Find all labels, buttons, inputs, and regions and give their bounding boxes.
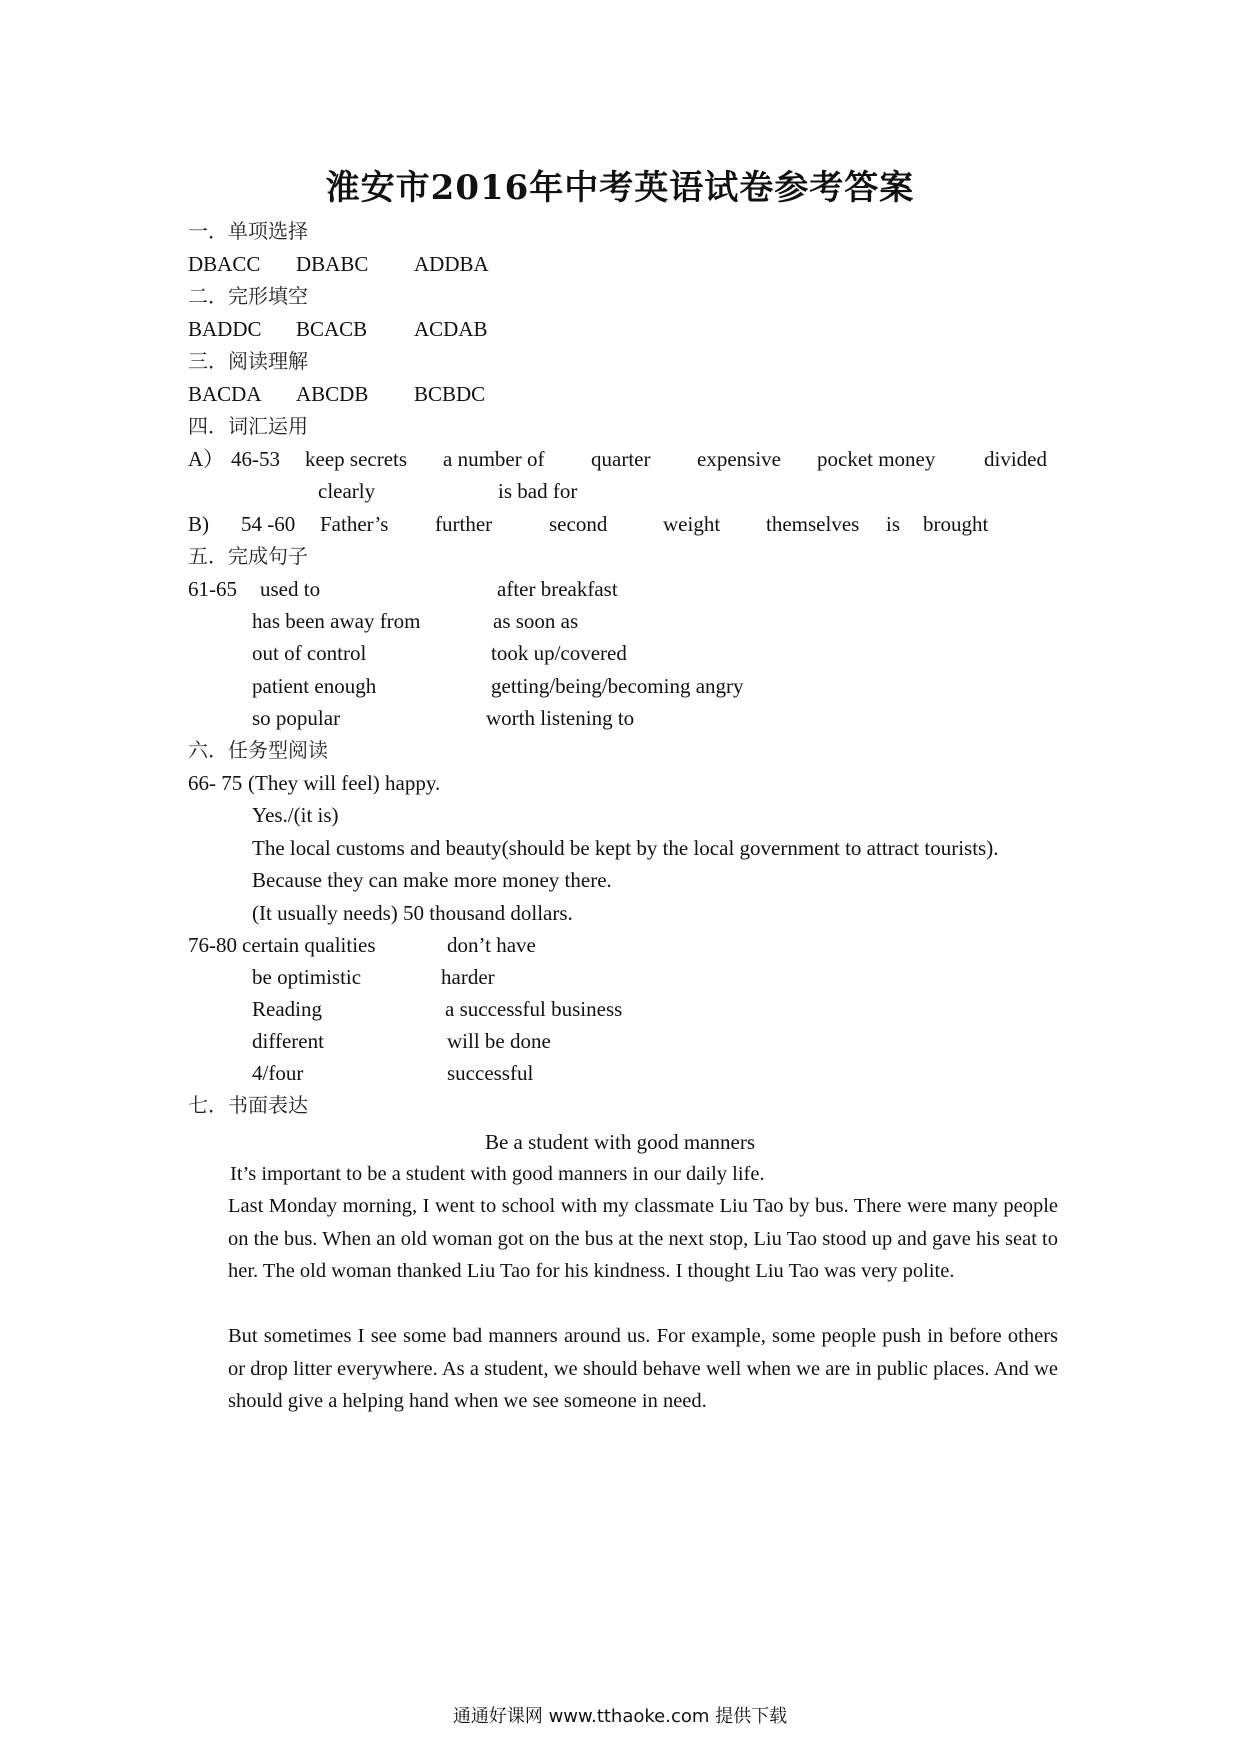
- s6-answer-line: Because they can make more money there.: [252, 868, 612, 892]
- s5-range: 61-65: [188, 577, 237, 601]
- page-footer: 通通好课网 www.tthaoke.com 提供下载: [452, 1706, 788, 1727]
- s4-a-word: expensive: [697, 447, 781, 471]
- essay-title: Be a student with good manners: [484, 1130, 756, 1154]
- s3-answer-2: ABCDB: [296, 382, 369, 406]
- s6-answer-line: (It usually needs) 50 thousand dollars.: [252, 901, 573, 925]
- s6-answer-line: (They will feel) happy.: [248, 771, 441, 795]
- s5-right-answer: took up/covered: [491, 641, 627, 665]
- s4-b-word: Father’s: [320, 512, 389, 536]
- s1-answer-1: DBACC: [188, 252, 261, 276]
- s5-left-answer: out of control: [252, 641, 367, 665]
- section-7-heading: 七．书面表达: [188, 1093, 308, 1117]
- s6-left-answer: different: [252, 1029, 324, 1053]
- s5-left-answer: has been away from: [252, 609, 421, 633]
- s6-left-answer: be optimistic: [252, 965, 362, 989]
- s3-answer-3: BCBDC: [414, 382, 486, 406]
- essay-paragraph-1: It’s important to be a student with good manners in our daily life.: [230, 1163, 765, 1185]
- s5-right-answer: as soon as: [493, 609, 579, 633]
- s5-left-answer: used to: [260, 577, 321, 601]
- s6-range-2: 76-80: [188, 933, 237, 957]
- s2-answer-3: ACDAB: [414, 317, 488, 341]
- section-1-heading: 一．单项选择: [188, 219, 308, 243]
- essay-paragraph-2: Last Monday morning, I went to school with my classmate Liu Tao by bus. There were many people on the bus. When an old woman got on the bus at the next stop, Liu Tao stood up and gave his seat to her. The old woman thanked Liu Tao for his kindness. I thought Liu Tao was very polite.: [228, 1195, 1058, 1282]
- s6-right-answer: successful: [447, 1061, 534, 1085]
- s6-answer-line: Yes./(it is): [252, 803, 339, 827]
- s4-b-word: themselves: [766, 512, 860, 536]
- s4-a-word: a number of: [443, 447, 545, 471]
- s6-left-answer: Reading: [252, 997, 322, 1021]
- s5-right-answer: getting/being/becoming angry: [491, 674, 744, 698]
- section-2-heading: 二．完形填空: [188, 284, 308, 308]
- s4-b-word: is: [886, 512, 901, 536]
- section-3-heading: 三．阅读理解: [188, 349, 308, 373]
- section-5-heading: 五．完成句子: [188, 544, 308, 568]
- s3-answer-1: BACDA: [188, 382, 262, 406]
- s4-b-word: brought: [923, 512, 989, 536]
- s6-left-answer: certain qualities: [242, 933, 376, 957]
- essay-paragraph-3: But sometimes I see some bad manners around us. For example, some people push in before others or drop litter everywhere. As a student, we should behave well when we are in public places. And we should give a helping hand when we see someone in need.: [228, 1325, 1058, 1412]
- s4-a-range: 46-53: [231, 447, 280, 471]
- s1-answer-2: DBABC: [296, 252, 369, 276]
- s5-left-answer: patient enough: [252, 674, 377, 698]
- s4-a-word: is bad for: [498, 479, 578, 503]
- s6-right-answer: harder: [441, 965, 495, 989]
- s5-left-answer: so popular: [252, 706, 341, 730]
- s4-a-word: quarter: [591, 447, 651, 471]
- s4-b-word: weight: [663, 512, 721, 536]
- s4-a-word: pocket money: [817, 447, 936, 471]
- s4-b-label: B): [188, 512, 209, 536]
- s5-right-answer: after breakfast: [497, 577, 618, 601]
- page-title: 淮安市2016年中考英语试卷参考答案: [325, 168, 915, 208]
- s4-b-word: second: [549, 512, 608, 536]
- s4-a-word: divided: [984, 447, 1047, 471]
- s6-left-answer: 4/four: [252, 1061, 304, 1085]
- s2-answer-2: BCACB: [296, 317, 368, 341]
- section-6-heading: 六．任务型阅读: [188, 738, 328, 762]
- s6-answer-line: The local customs and beauty(should be kept by the local government to attract tourists).: [252, 836, 999, 860]
- s4-a-word: clearly: [318, 479, 376, 503]
- s1-answer-3: ADDBA: [414, 252, 489, 276]
- s5-right-answer: worth listening to: [486, 706, 635, 730]
- s6-right-answer: a successful business: [445, 997, 623, 1021]
- s2-answer-1: BADDC: [188, 317, 262, 341]
- s6-range-1: 66- 75: [188, 771, 243, 795]
- s6-right-answer: don’t have: [447, 933, 536, 957]
- s4-a-label: A）: [188, 447, 225, 471]
- s4-b-word: further: [435, 512, 493, 536]
- section-4-heading: 四．词汇运用: [188, 414, 308, 438]
- s4-b-range: 54 -60: [241, 512, 296, 536]
- s4-a-word: keep secrets: [305, 447, 408, 471]
- s6-right-answer: will be done: [447, 1029, 551, 1053]
